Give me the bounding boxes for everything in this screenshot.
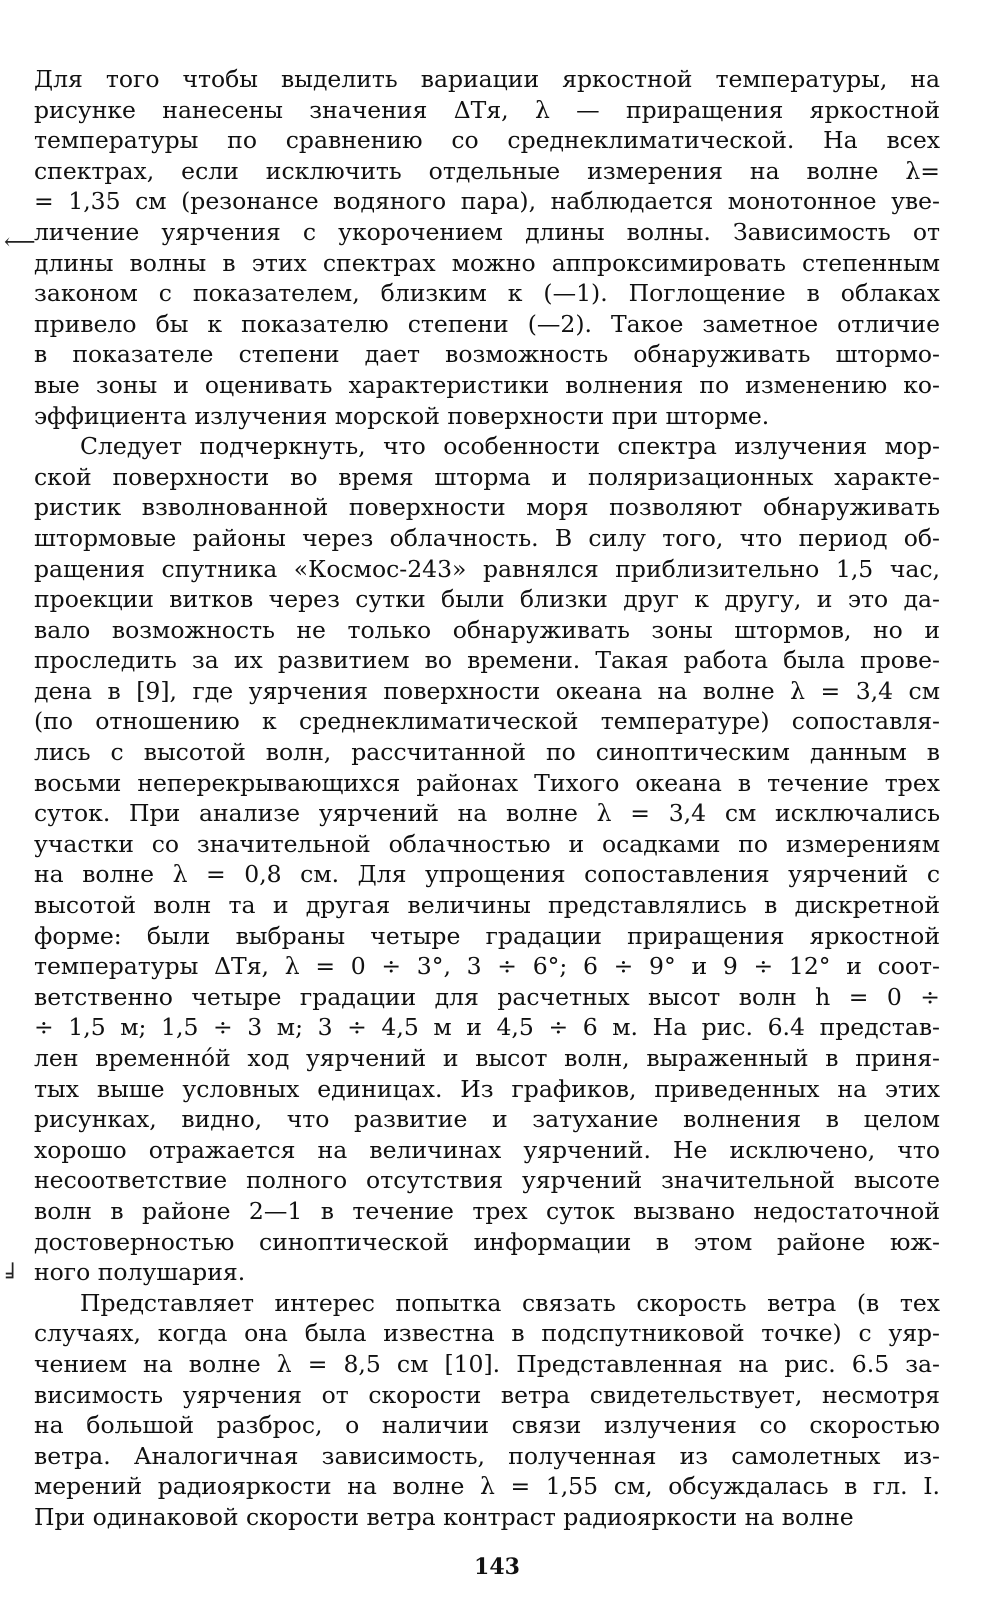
text-line: личение уярчения с укорочением длины волны. Зависимость от bbox=[34, 217, 940, 246]
margin-tick-mark: ╛ bbox=[6, 1264, 20, 1289]
text-line: суток. При анализе уярчений на волне λ = 3,4 см исключались bbox=[34, 799, 940, 828]
text-line: на волне λ = 0,8 см. Для упрощения сопоставления уярчений с bbox=[34, 860, 940, 889]
text-line: вало возможность не только обнаруживать зоны штормов, но и bbox=[34, 615, 940, 644]
text-line: эффициента излучения морской поверхности при шторме. bbox=[34, 401, 770, 430]
text-line: лись с высотой волн, рассчитанной по синоптическим данным в bbox=[34, 738, 940, 767]
text-line: несоответствие полного отсутствия уярчений значительной высоте bbox=[34, 1166, 940, 1195]
text-line: ращения спутника «Космос-243» равнялся приблизительно 1,5 час, bbox=[34, 554, 940, 583]
text-line: висимость уярчения от скорости ветра свидетельствует, несмотря bbox=[34, 1380, 940, 1409]
text-line: чением на волне λ = 8,5 см [10]. Представленная на рис. 6.5 за- bbox=[34, 1349, 940, 1378]
text-line: (по отношению к среднеклиматической температуре) сопоставля- bbox=[34, 707, 940, 736]
text-line: Представляет интерес попытка связать скорость ветра (в тех bbox=[80, 1288, 940, 1317]
text-line: спектрах, если исключить отдельные измерения на волне λ= bbox=[34, 156, 940, 185]
text-line: мерений радиояркости на волне λ = 1,55 см, обсуждалась в гл. I. bbox=[34, 1472, 940, 1501]
text-line: ской поверхности во время шторма и поляризационных характе- bbox=[34, 462, 940, 491]
text-line: ветственно четыре градации для расчетных высот волн h = 0 ÷ bbox=[34, 982, 940, 1011]
text-line: = 1,35 см (резонансе водяного пара), наблюдается монотонное уве- bbox=[34, 187, 940, 216]
text-line: ного полушария. bbox=[34, 1258, 246, 1287]
text-line: проекции витков через сутки были близки друг к другу, и это да- bbox=[34, 585, 940, 614]
paragraph-2 bbox=[34, 431, 940, 1288]
text-line: тых выше условных единицах. Из графиков, приведенных на этих bbox=[34, 1074, 940, 1103]
text-line: проследить за их развитием во времени. Такая работа была прове- bbox=[34, 646, 940, 675]
text-line: рисунках, видно, что развитие и затухание волнения в целом bbox=[34, 1105, 940, 1134]
text-line: Для того чтобы выделить вариации яркостной температуры, на bbox=[34, 65, 940, 93]
text-line: в показателе степени дает возможность обнаруживать штормо- bbox=[34, 340, 940, 369]
text-line: хорошо отражается на величинах уярчений. Не исключено, что bbox=[34, 1135, 940, 1164]
page-number: 143 bbox=[474, 1554, 520, 1580]
text-line: случаях, когда она была известна в подспутниковой точке) с уяр- bbox=[34, 1319, 940, 1348]
paragraph-1 bbox=[34, 64, 940, 431]
text-line: длины волны в этих спектрах можно аппроксимировать степенным bbox=[34, 248, 940, 277]
text-line: достоверностью синоптической информации в этом районе юж- bbox=[34, 1227, 940, 1256]
text-line: ристик взволнованной поверхности моря позволяют обнаруживать bbox=[34, 493, 940, 522]
page-body bbox=[34, 64, 940, 1533]
text-line: Следует подчеркнуть, что особенности спектра излучения мор- bbox=[80, 432, 940, 461]
text-line: температуры ΔTя, λ = 0 ÷ 3°, 3 ÷ 6°; 6 ÷ 9° и 9 ÷ 12° и соот- bbox=[34, 952, 940, 981]
text-line: рисунке нанесены значения ΔTя, λ — приращения яркостной bbox=[34, 95, 940, 124]
text-line: форме: были выбраны четыре градации приращения яркостной bbox=[34, 921, 940, 950]
text-line: волн в районе 2—1 в течение трех суток вызвано недостаточной bbox=[34, 1196, 940, 1225]
text-line: температуры по сравнению со среднеклиматической. На всех bbox=[34, 126, 940, 155]
text-line: вые зоны и оценивать характеристики волнения по изменению ко- bbox=[34, 370, 940, 399]
text-line: высотой волн та и другая величины представлялись в дискретной bbox=[34, 891, 940, 920]
text-line: законом с показателем, близким к (—1). Поглощение в облаках bbox=[34, 279, 940, 308]
paragraph-3 bbox=[34, 1288, 940, 1533]
text-line: При одинаковой скорости ветра контраст радиояркости на волне bbox=[34, 1502, 854, 1531]
text-line: на большой разброс, о наличии связи излучения со скоростью bbox=[34, 1411, 940, 1440]
text-line: ÷ 1,5 м; 1,5 ÷ 3 м; 3 ÷ 4,5 м и 4,5 ÷ 6 м. На рис. 6.4 представ- bbox=[34, 1013, 940, 1042]
text-line: участки со значительной облачностью и осадками по измерениям bbox=[34, 829, 940, 858]
text-line: привело бы к показателю степени (—2). Такое заметное отличие bbox=[34, 309, 940, 338]
text-line: ветра. Аналогичная зависимость, полученная из самолетных из- bbox=[34, 1441, 940, 1470]
margin-arrow-mark: ⟵ bbox=[4, 230, 36, 255]
text-line: лен временно́й ход уярчений и высот волн, выраженный в приня- bbox=[34, 1044, 940, 1072]
text-line: штормовые районы через облачность. В силу того, что период об- bbox=[34, 523, 940, 552]
text-line: восьми неперекрывающихся районах Тихого океана в течение трех bbox=[34, 768, 940, 797]
text-line: дена в [9], где уярчения поверхности океана на волне λ = 3,4 см bbox=[34, 676, 940, 705]
